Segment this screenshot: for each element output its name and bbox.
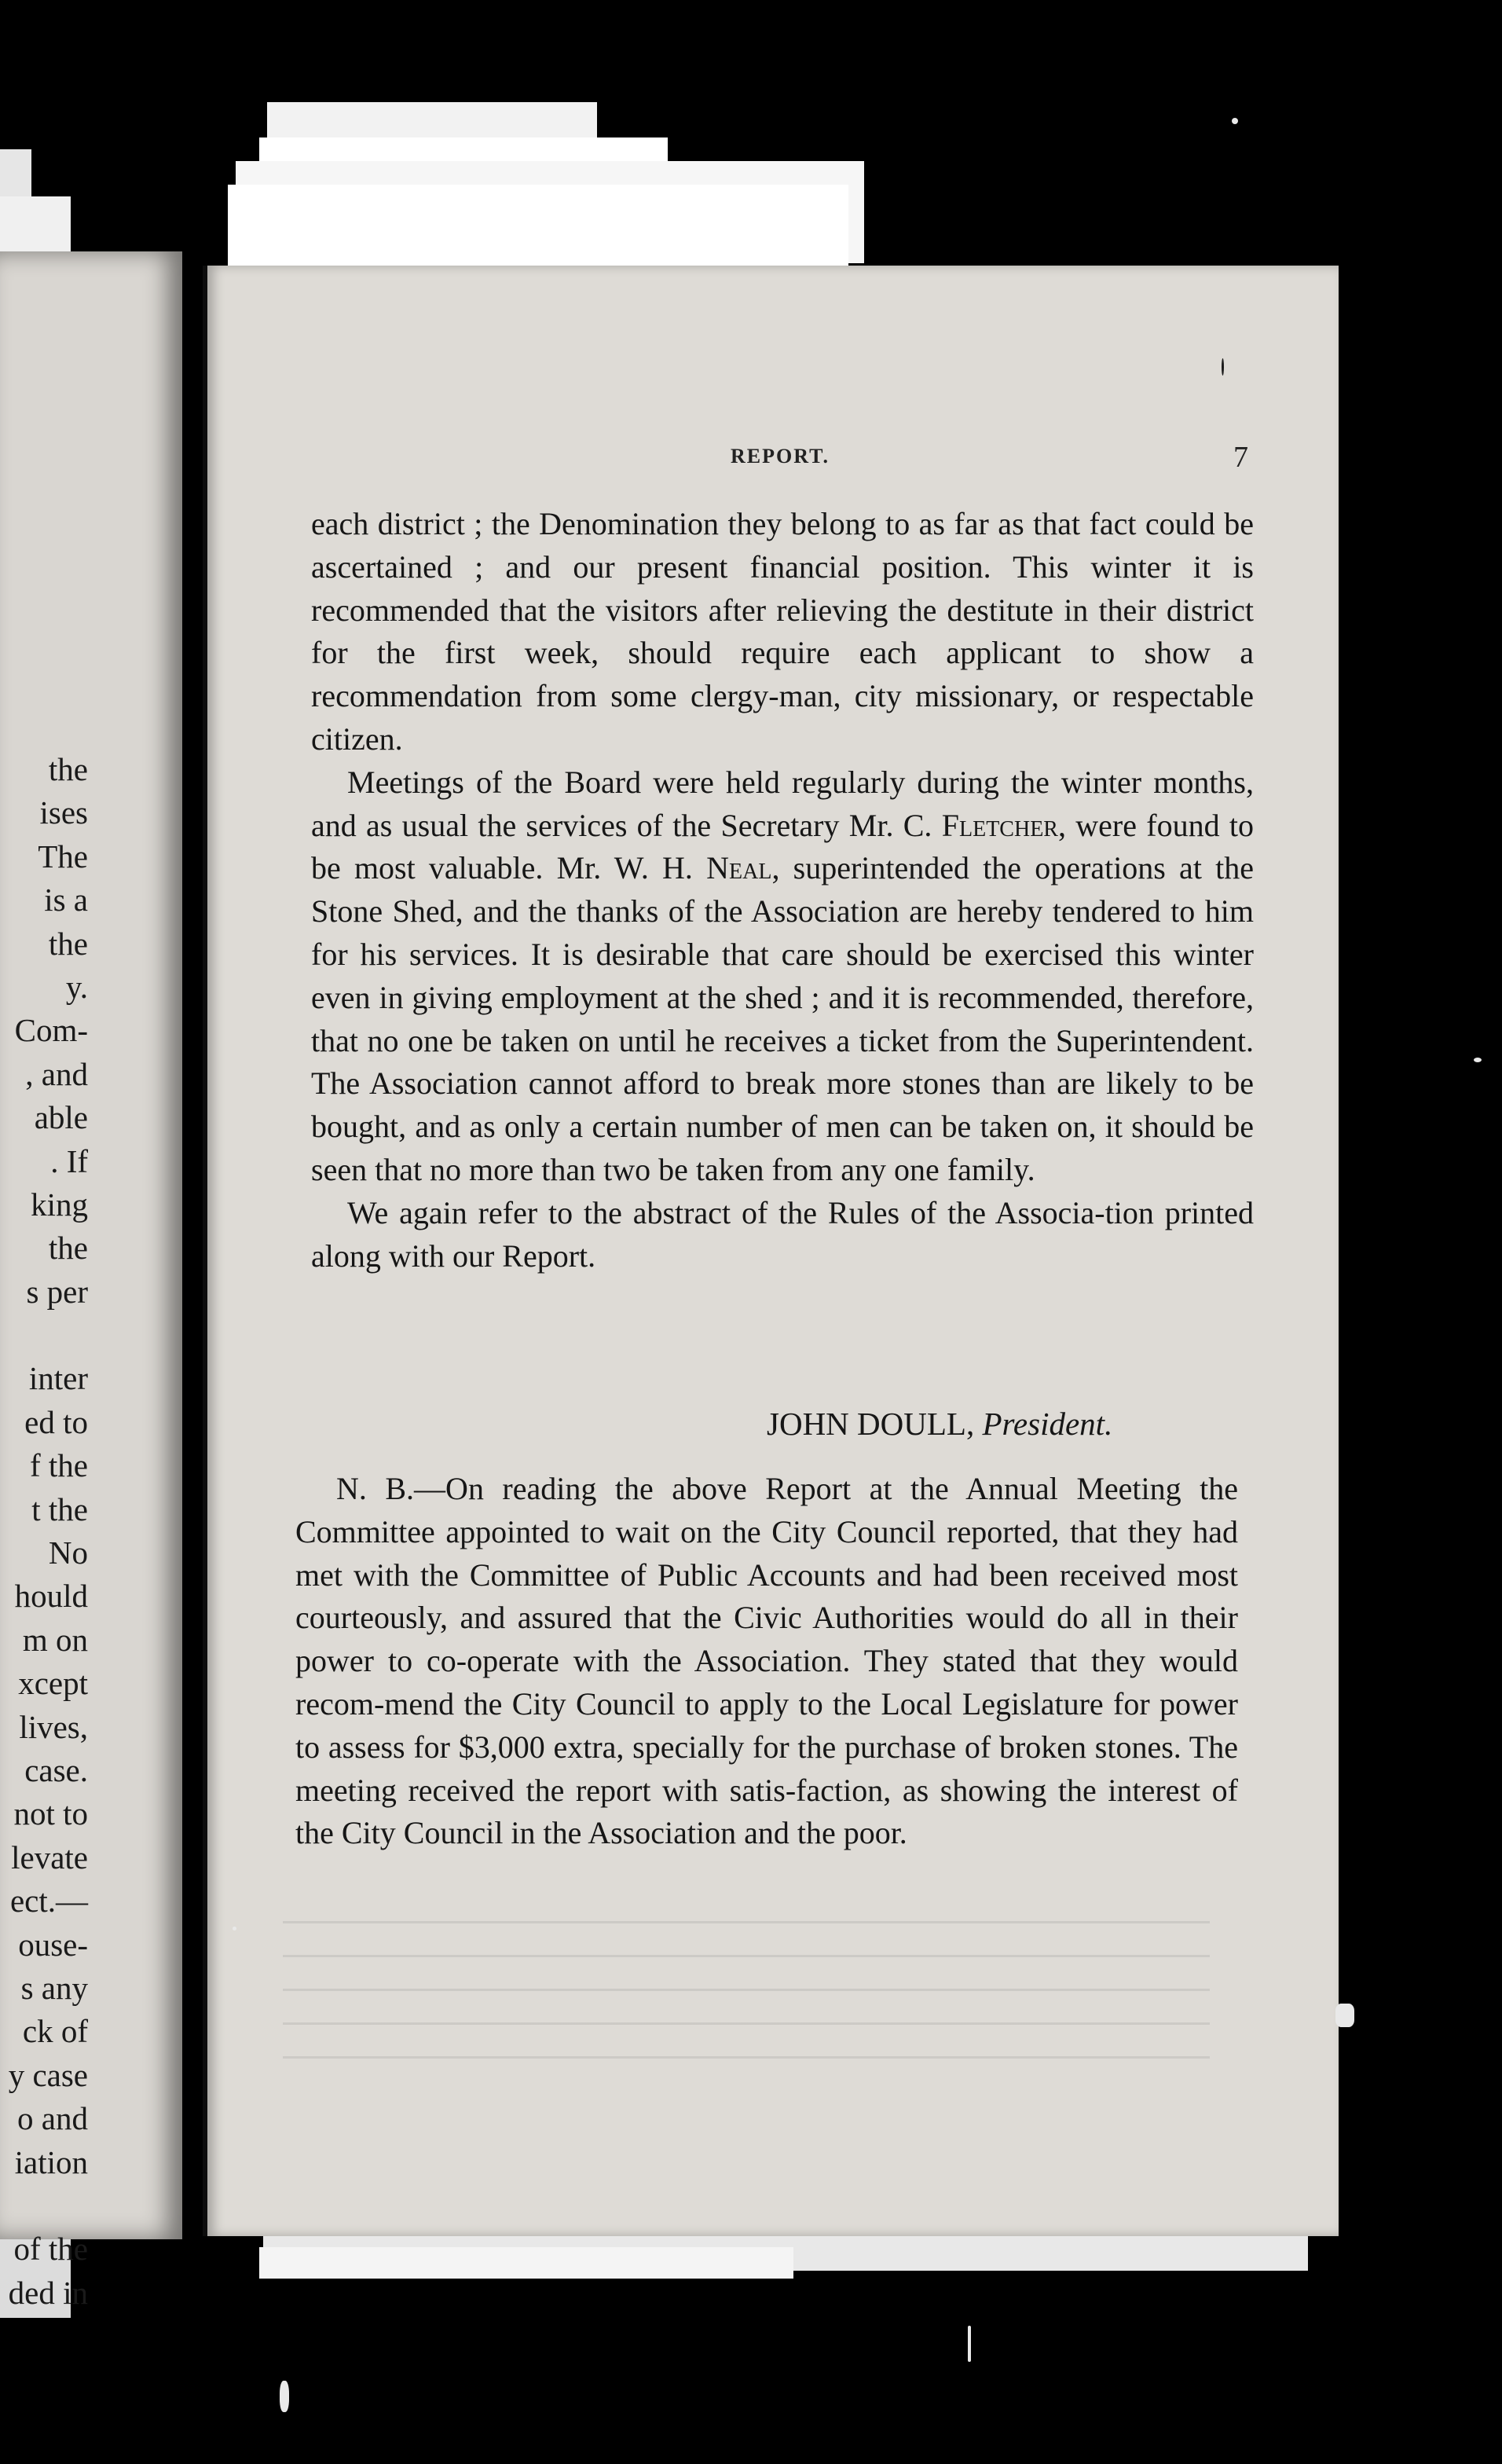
page-number: 7 (1233, 441, 1248, 474)
left-fragment: iation (14, 2143, 88, 2180)
dust-speck (968, 2326, 971, 2362)
left-fragment: hould (14, 1578, 88, 1615)
left-fragment: , and (25, 1055, 88, 1092)
left-fragment: of the (13, 2231, 88, 2268)
dust-speck (1335, 2004, 1354, 2027)
meetings-text-1: Meetings of the Board were held regularly during the winter months, and as usual the services of the Secretary Mr. C. (311, 764, 1254, 843)
signature-line (767, 1405, 1112, 1443)
left-fragment: The (38, 838, 88, 874)
left-fragment: ect.— (9, 1883, 88, 1920)
left-fragment: o and (17, 2100, 88, 2137)
report-body (311, 503, 1254, 1278)
left-fragment: the (48, 751, 88, 787)
running-head: REPORT. (731, 445, 830, 468)
left-fragment: levate (11, 1839, 88, 1876)
left-fragment: the (48, 1230, 88, 1267)
left-fragment: not to (13, 1795, 88, 1832)
left-fragment: ed to (24, 1403, 88, 1440)
left-fragment: is a (44, 882, 88, 918)
paper-edge (228, 185, 848, 271)
paragraph-rules: We again refer to the abstract of the Rules of the Associa-tion printed along with our Report. (311, 1194, 1254, 1274)
left-fragment: able (34, 1099, 88, 1136)
name-neal: Neal (706, 850, 772, 886)
dust-speck (280, 2381, 289, 2412)
paper-edge (259, 2247, 793, 2279)
left-fragment: xcept (18, 1665, 88, 1702)
dust-speck (1232, 118, 1238, 124)
paragraph-district: each district ; the Denomination they belong to as far as that fact could be ascertained ; and our present financial position. This winter it is recommended that the visitors after relieving the destitute in their district for the first week, should require each applicant to show a recommendation from some clergy-man, city missionary, or respectable citizen. (311, 506, 1254, 757)
dust-speck (1222, 358, 1224, 376)
dust-speck (1474, 1058, 1482, 1062)
left-fragment: y case (8, 2056, 88, 2093)
signature-name: JOHN DOULL, (767, 1406, 975, 1442)
left-fragment: s any (20, 1969, 88, 2006)
left-fragment: f the (30, 1447, 88, 1484)
nb-paragraph: N. B.—On reading the above Report at the Annual Meeting the Committee appointed to wait on the City Council reported, that they had met with the Committee of Public Accounts and had been received most courteously, and assured that the Civic Authorities would do all in their power to co-operate with the Association. They stated that they would recom-mend the City Council to apply to the Local Legislature for power to assess for $3,000 extra, specially for the purchase of broken stones. The meeting received the report with satis-faction, as showing the interest of the City Council in the Association and the poor. (295, 1471, 1238, 1851)
dust-speck (233, 1927, 236, 1930)
left-fragment: m on (22, 1621, 88, 1658)
left-fragment: y. (65, 968, 88, 1005)
paragraph-meetings (311, 761, 1254, 1192)
left-fragment (0, 1314, 88, 1357)
left-fragment: No (48, 1534, 88, 1571)
left-fragment: Com- (14, 1012, 88, 1049)
left-fragment: ck of (22, 2013, 88, 2050)
signature-title: President. (982, 1406, 1113, 1442)
left-fragment: case. (24, 1751, 88, 1788)
meetings-text-3: , superintended the operations at the Stone Shed, and the thanks of the Association are hereby tendered to him for his services. It is desirable that care should be exercised this winter even in giving employment at the shed ; and it is recommended, therefore, that no one be taken on until he receives a ticket from the Superintendent. The Association cannot afford to break more stones than are likely to be bought, and as only a certain number of men can be taken on, it should be seen that no more than two be taken from any one family. (311, 850, 1254, 1187)
left-page-text (0, 748, 88, 2315)
left-fragment: ded in (8, 2274, 88, 2311)
left-fragment: inter (28, 1360, 88, 1397)
left-fragment: king (31, 1186, 88, 1223)
left-fragment: the (48, 925, 88, 962)
name-fletcher: Fletcher (941, 807, 1058, 843)
meetings-text-2: , were found to be most valuable. Mr. W. H. (311, 807, 1255, 886)
left-fragment (0, 2184, 88, 2228)
left-fragment: t the (31, 1490, 88, 1527)
left-fragment: lives, (19, 1708, 88, 1745)
left-fragment: ises (39, 794, 88, 831)
left-fragment: ouse- (18, 1926, 88, 1963)
left-fragment: s per (26, 1273, 88, 1310)
show-through-texture (283, 1917, 1210, 2090)
left-fragment: . If (50, 1142, 88, 1179)
paper-edge (0, 196, 71, 259)
left-facing-page (0, 251, 182, 2311)
